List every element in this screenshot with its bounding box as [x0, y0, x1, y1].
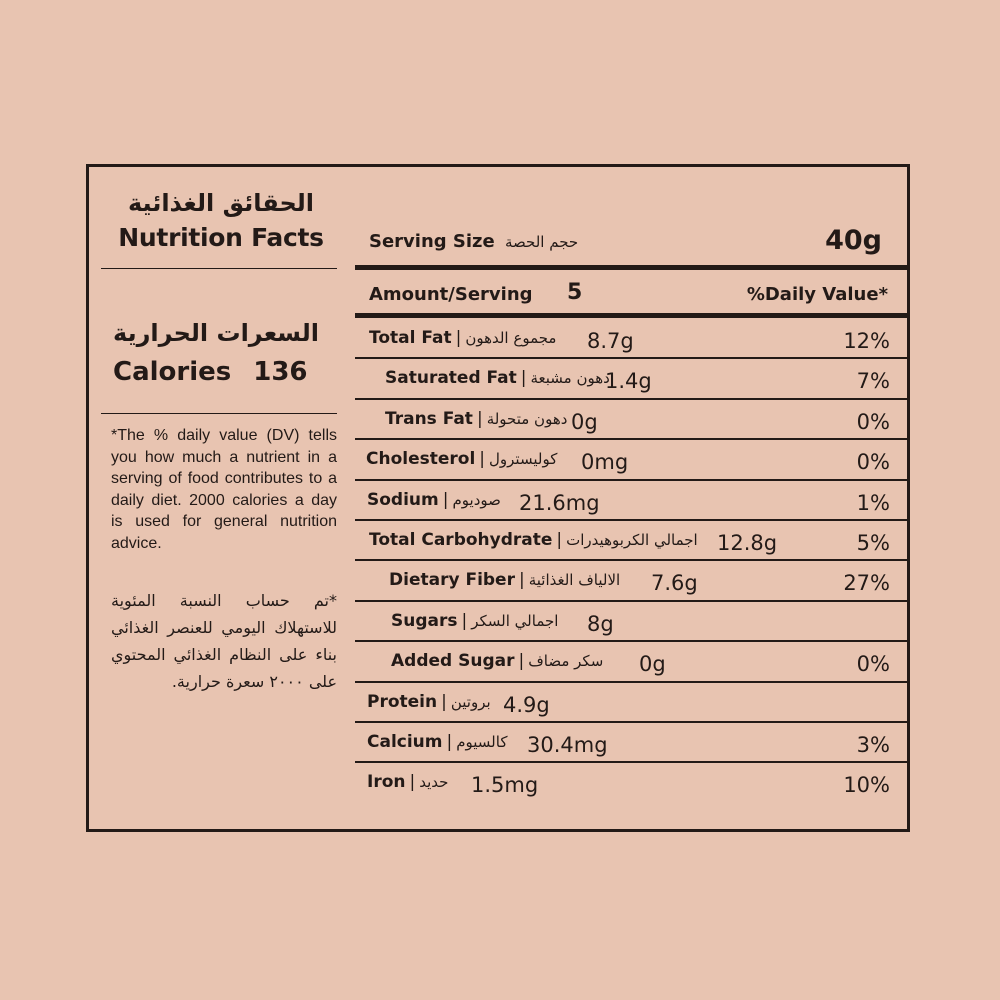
divider — [101, 268, 337, 269]
nutrient-row-iron: Iron | حديد 1.5mg 10% — [367, 772, 890, 798]
nutrient-amount: 1.5mg — [471, 773, 539, 798]
nutrient-daily-value: 1% — [856, 490, 890, 515]
nutrient-table — [355, 319, 910, 804]
nutrient-daily-value: 12% — [843, 329, 890, 353]
nutrient-name-arabic: سكر مضاف — [528, 652, 604, 671]
nutrient-amount: 8.7g — [587, 329, 634, 353]
nutrient-amount: 4.9g — [503, 692, 550, 717]
nutrient-name-arabic: صوديوم — [452, 490, 501, 509]
nutrient-name-arabic: اجمالي الكربوهيدرات — [566, 530, 698, 549]
nutrient-amount: 12.8g — [717, 530, 778, 555]
nutrient-daily-value: 0% — [856, 450, 890, 475]
calories-row — [113, 357, 308, 387]
nutrient-row-sugars: Sugars | اجمالي السكر 8g — [355, 602, 910, 642]
calories-label-arabic: السعرات الحرارية — [113, 319, 319, 347]
nutrient-row-saturated-fat: Saturated Fat | دهون مشبعة 1.4g 7% — [355, 359, 910, 399]
nutrient-amount: 7.6g — [651, 571, 698, 596]
nutrient-amount: 0g — [571, 409, 598, 434]
nutrient-daily-value: 5% — [856, 530, 890, 555]
calories-label: Calories — [113, 357, 232, 387]
nutrient-name-arabic: اجمالي السكر — [471, 611, 559, 630]
nutrient-row-cholesterol: Cholesterol | كوليسترول 0mg 0% — [355, 440, 910, 480]
amount-per-serving-label: Amount/Serving — [369, 284, 533, 305]
nutrient-row-added-sugar: Added Sugar | سكر مضاف 0g 0% — [355, 642, 910, 682]
amount-per-serving-row — [355, 270, 910, 314]
nutrient-name: Saturated Fat — [385, 368, 517, 389]
divider — [101, 413, 337, 414]
nutrition-label — [86, 164, 910, 832]
nutrient-row-dietary-fiber: Dietary Fiber | الالياف الغذائية 7.6g 27% — [355, 561, 910, 601]
nutrient-row-total-fat: Total Fat | مجموع الدهون 8.7g 12% — [355, 319, 910, 359]
nutrient-name: Total Carbohydrate — [369, 529, 553, 550]
nutrient-row-sodium: Sodium | صوديوم 21.6mg 1% — [355, 481, 910, 521]
nutrient-amount: 0g — [639, 652, 666, 677]
nutrient-name: Total Fat — [369, 328, 452, 348]
dv-note-arabic: *تم حساب النسبة المئوية للاستهلاك اليومي للعنصر الغذائي بناء على النظام الغذائي المحتوي على ٢٠٠٠ سعرة حرارية. — [111, 591, 337, 691]
title-arabic: الحقائق الغذائية — [127, 189, 315, 217]
nutrient-name-arabic: دهون مشبعة — [530, 369, 610, 388]
serving-size-label: Serving Size — [369, 231, 495, 252]
amount-per-serving-value: 5 — [567, 280, 583, 305]
nutrient-amount: 1.4g — [605, 369, 652, 394]
nutrient-daily-value: 10% — [843, 773, 890, 798]
nutrient-name-arabic: مجموع الدهون — [465, 329, 557, 347]
label-right-panel — [355, 167, 910, 829]
dv-note-english: *The % daily value (DV) tells you how much a nutrient in a serving of food contributes to a daily diet. 2000 calories a day is used for general nutrition advice. — [111, 427, 337, 552]
nutrient-name: Calcium — [367, 731, 443, 752]
nutrient-name: Sodium — [367, 489, 439, 510]
nutrient-name-arabic: الالياف الغذائية — [528, 571, 621, 590]
calories-value: 136 — [253, 357, 308, 387]
nutrient-name-arabic: بروتين — [450, 692, 491, 711]
nutrient-row-calcium: Calcium | كالسيوم 30.4mg 3% — [355, 723, 910, 763]
nutrient-amount: 21.6mg — [519, 490, 600, 515]
nutrient-daily-value: 3% — [856, 732, 890, 757]
nutrient-amount: 30.4mg — [527, 732, 608, 757]
nutrient-row-protein: Protein | بروتين 4.9g — [355, 683, 910, 723]
nutrient-name: Added Sugar — [391, 651, 515, 672]
nutrient-row-trans-fat: Trans Fat | دهون متحولة 0g 0% — [355, 400, 910, 440]
nutrient-name: Iron — [367, 772, 406, 793]
nutrient-name: Sugars — [391, 610, 458, 631]
serving-size-row — [355, 217, 910, 267]
serving-size-label-arabic: حجم الحصة — [505, 233, 579, 251]
nutrient-daily-value: 0% — [856, 652, 890, 677]
nutrient-daily-value: 27% — [843, 571, 890, 596]
nutrient-name-arabic: كالسيوم — [456, 732, 508, 751]
nutrient-name: Protein — [367, 691, 438, 712]
daily-value-header: %Daily Value* — [746, 284, 888, 305]
serving-size-value: 40g — [825, 225, 882, 256]
nutrient-name: Trans Fat — [385, 408, 473, 429]
nutrient-name-arabic: حديد — [419, 773, 449, 792]
nutrient-daily-value: 0% — [856, 409, 890, 434]
nutrient-name-arabic: كوليسترول — [489, 450, 558, 469]
nutrient-daily-value: 7% — [856, 369, 890, 394]
nutrient-name: Cholesterol — [366, 449, 476, 470]
nutrient-name: Dietary Fiber — [389, 570, 515, 591]
nutrient-row-total-carbohydrate: Total Carbohydrate | اجمالي الكربوهيدرات 12.8g 5% — [355, 521, 910, 561]
nutrient-amount: 0mg — [581, 450, 629, 475]
title-english: Nutrition Facts — [118, 223, 324, 252]
label-left-panel — [101, 167, 341, 829]
nutrient-amount: 8g — [587, 611, 614, 636]
thick-divider — [355, 313, 910, 318]
nutrient-name-arabic: دهون متحولة — [486, 409, 568, 428]
